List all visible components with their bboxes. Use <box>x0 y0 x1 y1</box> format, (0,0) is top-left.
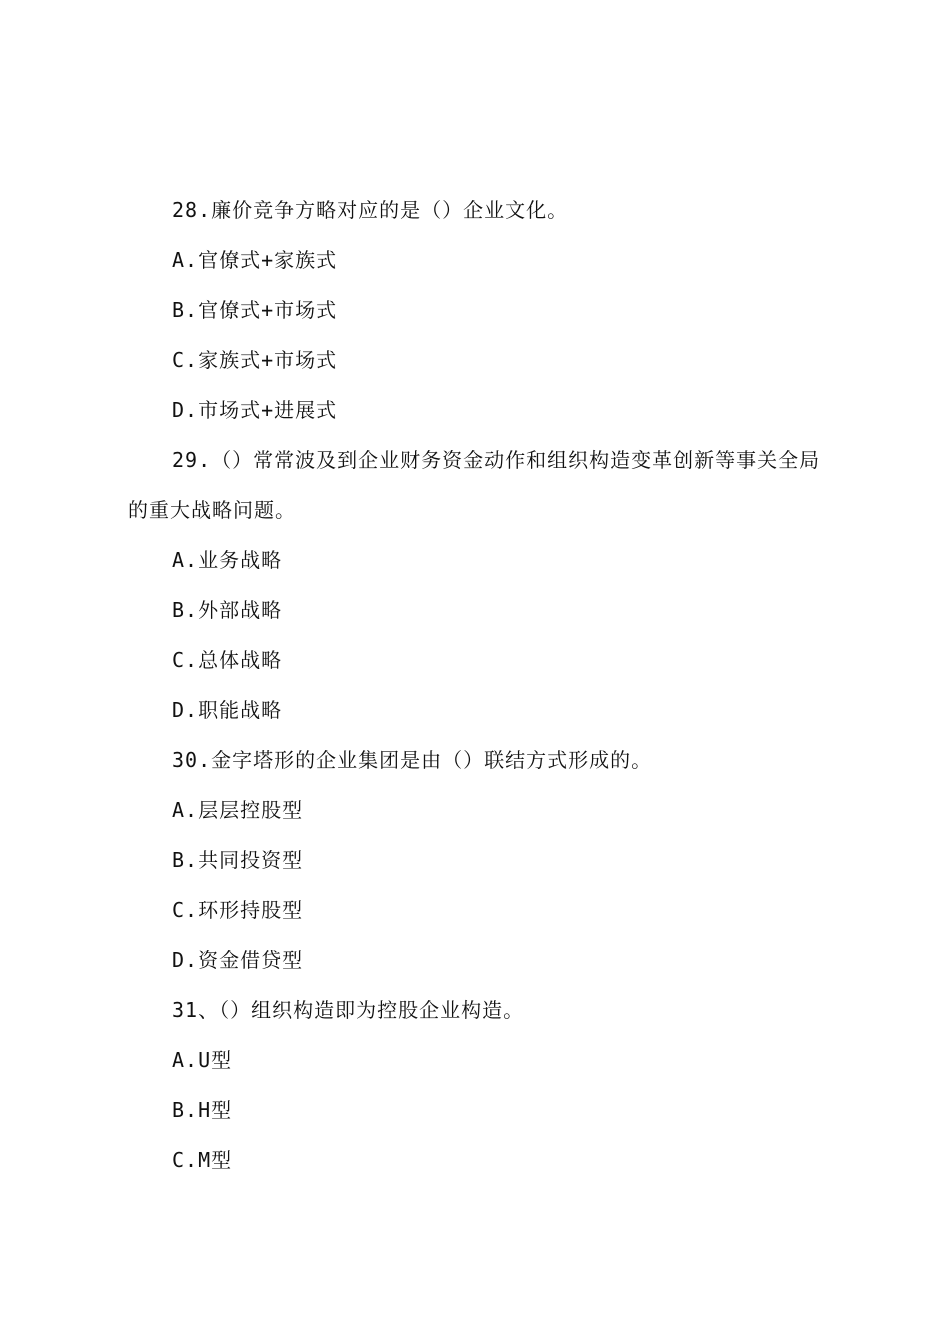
option-d: D.资金借贷型 <box>172 948 304 972</box>
question-text: 30.金字塔形的企业集团是由（）联结方式形成的。 <box>172 748 653 772</box>
option-c: C.总体战略 <box>172 648 283 672</box>
question-31 <box>128 985 833 1185</box>
option-b: B.共同投资型 <box>172 848 304 872</box>
question-text: 31、（）组织构造即为控股企业构造。 <box>172 998 525 1022</box>
option-c: C.环形持股型 <box>172 898 304 922</box>
question-29 <box>128 435 833 735</box>
option-a: A.业务战略 <box>172 548 283 572</box>
question-28 <box>128 185 833 435</box>
question-30 <box>128 735 833 985</box>
question-text: 29.（）常常波及到企业财务资金动作和组织构造变革创新等事关全局的重大战略问题。 <box>128 448 821 522</box>
question-text: 28.廉价竞争方略对应的是（）企业文化。 <box>172 198 569 222</box>
question-list <box>128 185 833 1185</box>
option-a: A.官僚式+家族式 <box>172 248 338 272</box>
option-a: A.层层控股型 <box>172 798 304 822</box>
option-c: C.M型 <box>172 1148 233 1172</box>
option-d: D.职能战略 <box>172 698 283 722</box>
option-c: C.家族式+市场式 <box>172 348 338 372</box>
option-d: D.市场式+进展式 <box>172 398 338 422</box>
option-b: B.H型 <box>172 1098 233 1122</box>
option-b: B.官僚式+市场式 <box>172 298 338 322</box>
option-b: B.外部战略 <box>172 598 283 622</box>
option-a: A.U型 <box>172 1048 233 1072</box>
